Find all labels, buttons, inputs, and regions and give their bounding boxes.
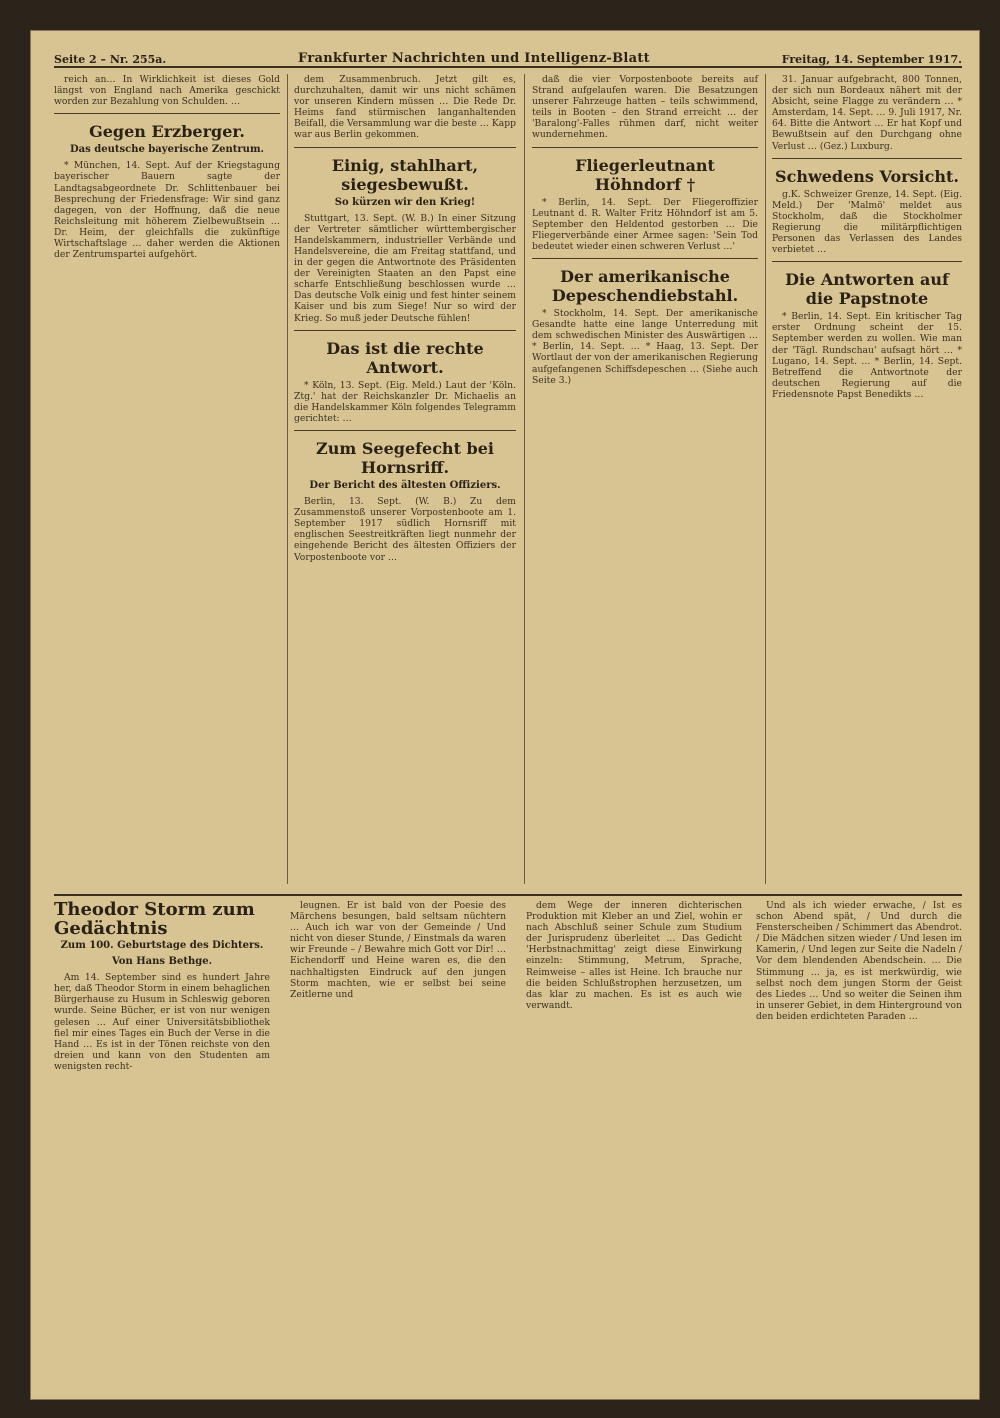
headline: Fliegerleutnant Höhndorf † <box>575 155 715 194</box>
feuilleton-column-4 <box>756 900 962 1380</box>
column-1 <box>54 74 280 884</box>
article-text: dem Wege der inneren dichterischen Produktion mit Kleber an und Ziel, wohin er nach Abschluß seiner Schule zum Studium der Jurisprudenz überleitet … Das Gedicht 'Herbstnachmittag' zeigt diese Einwirkung einzeln: Stimmung, Metrum, Sprache, Reimweise – alles ist Heine. Ich brauche nur die beiden Schlußstrophen herzusetzen, um das klar zu machen. Es ist es auch wie verwandt. <box>526 900 742 1011</box>
subheadline: Der Bericht des ältesten Offiziers. <box>309 479 501 491</box>
article-text: leugnen. Er ist bald von der Poesie des Märchens besungen, bald seltsam nüchtern … Auch ich war von der Gemeinde / Und nicht von dieser Stunde, / Einstmals da waren wir Freunde – / Bewahre mich Gott vor Dir! … Eichendorff und Heine waren es, die den nachhaltigsten Eindruck auf den jungen Storm machten, wie er selbst bei seine Zeitlerne und <box>290 900 506 1000</box>
article-text: dem Zusammenbruch. Jetzt gilt es, durchzuhalten, damit wir uns nicht schämen vor unseren Kindern müssen … Die Rede Dr. Heims fand stürmischen langanhaltenden Beifall, die Versammlung war die beste … Kapp war aus Berlin gekommen. <box>294 74 516 141</box>
column-4 <box>772 74 962 884</box>
feuilleton-headline: Theodor Storm zum Gedächtnis <box>54 899 255 939</box>
column-divider <box>287 74 288 884</box>
column-3 <box>532 74 758 884</box>
subheadline: So kürzen wir den Krieg! <box>334 196 476 208</box>
page-header <box>54 40 962 68</box>
feuilleton-column-1 <box>54 899 270 1380</box>
headline: Gegen Erzberger. <box>89 122 245 142</box>
page-number: Seite 2 – Nr. 255a. <box>54 53 167 66</box>
headline: Zum Seegefecht bei Hornsriff. <box>316 438 494 477</box>
feuilleton-subheadline: Zum 100. Geburtstage des Dichters. <box>60 940 264 951</box>
feuilleton-author: Von Hans Bethge. <box>111 956 213 968</box>
column-2 <box>294 74 516 884</box>
issue-date: Freitag, 14. September 1917. <box>781 53 962 66</box>
feuilleton-section <box>54 894 962 1386</box>
article-text: Am 14. September sind es hundert Jahre her, daß Theodor Storm in einem behaglichen Bürgerhause zu Husum in Schleswig geboren wurde. Seine Bücher, er ist von nur wenigen gelesen … Auf einer Universitätsbibliothek fiel mir eines Tages ein Buch der Verse in die Hand … Es ist in der Tönen reichste von den dreien und kann von den Studenten am wenigsten recht- <box>54 972 270 1072</box>
headline: Einig, stahlhart, siegesbewußt. <box>331 155 479 194</box>
feuilleton-column-2 <box>290 900 506 1380</box>
newspaper-page <box>30 30 980 1400</box>
feuilleton-column-3 <box>526 900 742 1380</box>
article-text: * Berlin, 14. Sept. Der Fliegeroffizier Leutnant d. R. Walter Fritz Höhndorf ist am 5. September den Heldentod gestorben … Die Fliegerverbände einer Armee sagen: 'Sein Tod bedeutet wieder einen schweren Verlust …' <box>532 196 758 252</box>
newspaper-title: Frankfurter Nachrichten und Intelligenz-Blatt <box>298 51 650 66</box>
article-text: * Stockholm, 14. Sept. Der amerikanische Gesandte hatte eine lange Unterredung mit dem schwedischen Minister des Auswärtigen … * Berlin, 14. Sept. … * Haag, 13. Sept. Der Wortlaut der von der amerikanischen Regierung aufgefangenen Schiffsdepeschen … (Siehe auch Seite 3.) <box>532 308 758 386</box>
column-divider <box>524 74 525 884</box>
article-text: * Berlin, 14. Sept. Ein kritischer Tag erster Ordnung scheint der 15. September werden zu wollen. Wie man der 'Tägl. Rundschau' aufsagt hört … * Lugano, 14. Sept. … * Berlin, 14. Sept. Betreffend die Antwortnote der deutschen Regierung auf die Friedensnote Papst Benedikts … <box>772 311 962 400</box>
article-text: Berlin, 13. Sept. (W. B.) Zu dem Zusammenstoß unserer Vorpostenboote am 1. September 1917 südlich Hornsriff mit englischen Seestreitkräften liegt nunmehr der eingehende Bericht des ältesten Offiziers der Vorpostenboote vor … <box>294 496 516 563</box>
subheadline: Das deutsche bayerische Zentrum. <box>69 144 265 156</box>
headline: Schwedens Vorsicht. <box>775 166 959 186</box>
headline: Das ist die rechte Antwort. <box>326 338 484 377</box>
article-text: g.K. Schweizer Grenze, 14. Sept. (Eig. Meld.) Der 'Malmö' meldet aus Stockholm, daß die Stockholmer Regierung die militärpflichtigen Personen das Verlassen des Landes verbietet … <box>772 188 962 256</box>
article-text: Und als ich wieder erwache, / Ist es schon Abend spät, / Und durch die Fensterscheiben / Schimmert das Abendrot. / Die Mädchen sitzen wieder / Und lesen im Kamerin, / Und legen zur Seite die Nadeln / Vor dem blendenden Abendschein. … Die Stimmung … ja, es ist merkwürdig, wie selbst noch dem jungen Storm der Geist des Liedes … Und so weiter die Seinen ihm in unserer Gebiet, in dem Hinterground von den beiden erdichteten Paraden … <box>756 900 962 1022</box>
article-text: * Köln, 13. Sept. (Eig. Meld.) Laut der 'Köln. Ztg.' hat der Reichskanzler Dr. Michaelis an die Handelskammer Köln folgendes Telegramm gerichtet: … <box>294 379 516 424</box>
article-text: daß die vier Vorpostenboote bereits auf Strand aufgelaufen waren. Die Besatzungen unserer Fahrzeuge hatten – teils schwimmend, teils in Booten – den Strand erreicht … der 'Baralong'-Falles rühmen darf, nicht weiter wundernehmen. <box>532 74 758 141</box>
article-text: * München, 14. Sept. Auf der Kriegstagung bayerischer Bauern sagte der Landtagsabgeordnete Dr. Schlittenbauer bei Besprechung der Friedensfrage: Wir sind ganz dagegen, von der Hoffnung, daß die neue Reichsleitung mit höherem Zielbewußtsein … Dr. Heim, der gleichfalls die zukünftige Wirtschaftslage … daher werden die Aktionen der Zentrumspartei aufgehört. <box>54 160 280 261</box>
headline: Die Antworten auf die Papstnote <box>785 270 949 309</box>
article-text: Stuttgart, 13. Sept. (W. B.) In einer Sitzung der Vertreter sämtlicher württembergischer Handelskammern, industrieller Verbände und Handelsvereine, die am Freitag stattfand, und in der gegen die Antwortnote des Präsidenten der Vereinigten Staaten an den Papst eine scharfe Entschließung beschlossen wurde … Das deutsche Volk einig und fest hinter seinem Kaiser und bis zum Siege! Nur so wird der Krieg. So muß jeder Deutsche fühlen! <box>294 212 516 324</box>
headline: Der amerikanische Depeschendiebstahl. <box>551 267 739 306</box>
column-divider <box>765 74 766 884</box>
article-text: reich an… In Wirklichkeit ist dieses Gold längst von England nach Amerika geschickt worden zur Bezahlung von Schulden. … <box>54 74 280 108</box>
article-text: 31. Januar aufgebracht, 800 Tonnen, der sich nun Bordeaux nähert mit der Absicht, seine Flagge zu verändern … * Amsterdam, 14. Sept. … 9. Juli 1917, Nr. 64. Bitte die Antwort … Er hat Kopf und Bewußtsein auf den Durchgang ohne Verlust … (Gez.) Luxburg. <box>772 74 962 152</box>
